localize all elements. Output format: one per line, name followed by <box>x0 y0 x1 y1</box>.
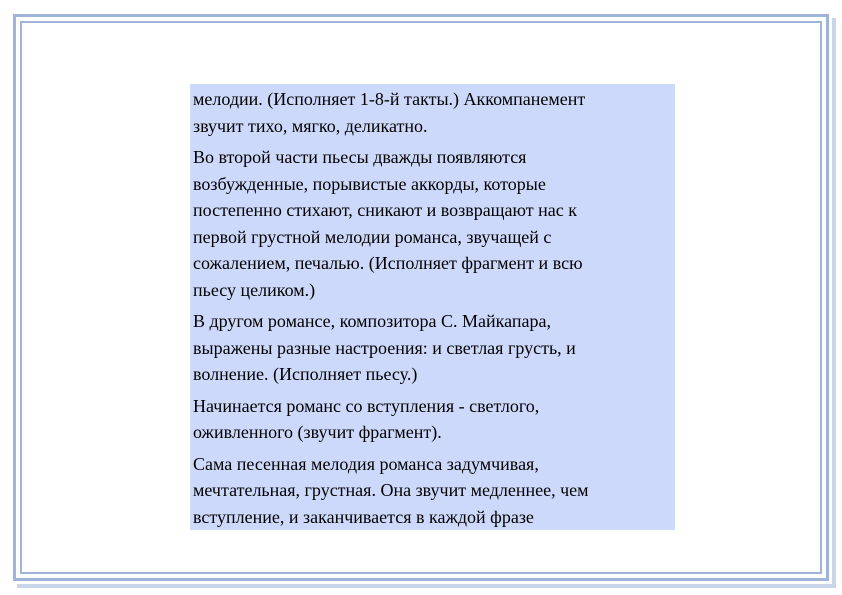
paragraph-4 <box>193 393 672 446</box>
text-line: мечтательная, грустная. Она звучит медленнее, чем <box>193 480 589 500</box>
paragraph-2 <box>193 144 672 303</box>
text-line: пьесу целиком.) <box>193 279 316 300</box>
text-line: звучит тихо, мягко, деликатно. <box>193 115 428 136</box>
text-line: первой грустной мелодии романса, звучащей с <box>193 226 552 247</box>
paragraph-5 <box>193 451 672 531</box>
text-line: Сама песенная мелодия романса задумчивая, <box>193 453 539 474</box>
text-line: Начинается романс со вступления - светлого, <box>193 395 540 416</box>
text-line: возбужденные, порывистые аккорды, которые <box>193 173 546 194</box>
text-box <box>190 84 675 530</box>
text-line: мелодии. (Исполняет 1-8-й такты.) Аккомпанемент <box>193 89 586 109</box>
text-line: сожалением, печалью. (Исполняет фрагмент и всю <box>193 253 583 273</box>
text-line: оживленного (звучит фрагмент). <box>193 422 442 442</box>
text-line: выражены разные настроения: и светлая грусть, и <box>193 337 576 358</box>
text-line: вступление, и заканчивается в каждой фразе <box>193 506 534 527</box>
text-line: волнение. (Исполняет пьесу.) <box>193 364 418 384</box>
paragraph-1 <box>193 86 672 139</box>
text-line: постепенно стихают, сникают и возвращают нас к <box>193 200 577 220</box>
text-line: В другом романсе, композитора С. Майкапара, <box>193 311 551 331</box>
text-line: Во второй части пьесы дважды появляются <box>193 147 527 167</box>
paragraph-3 <box>193 308 672 388</box>
